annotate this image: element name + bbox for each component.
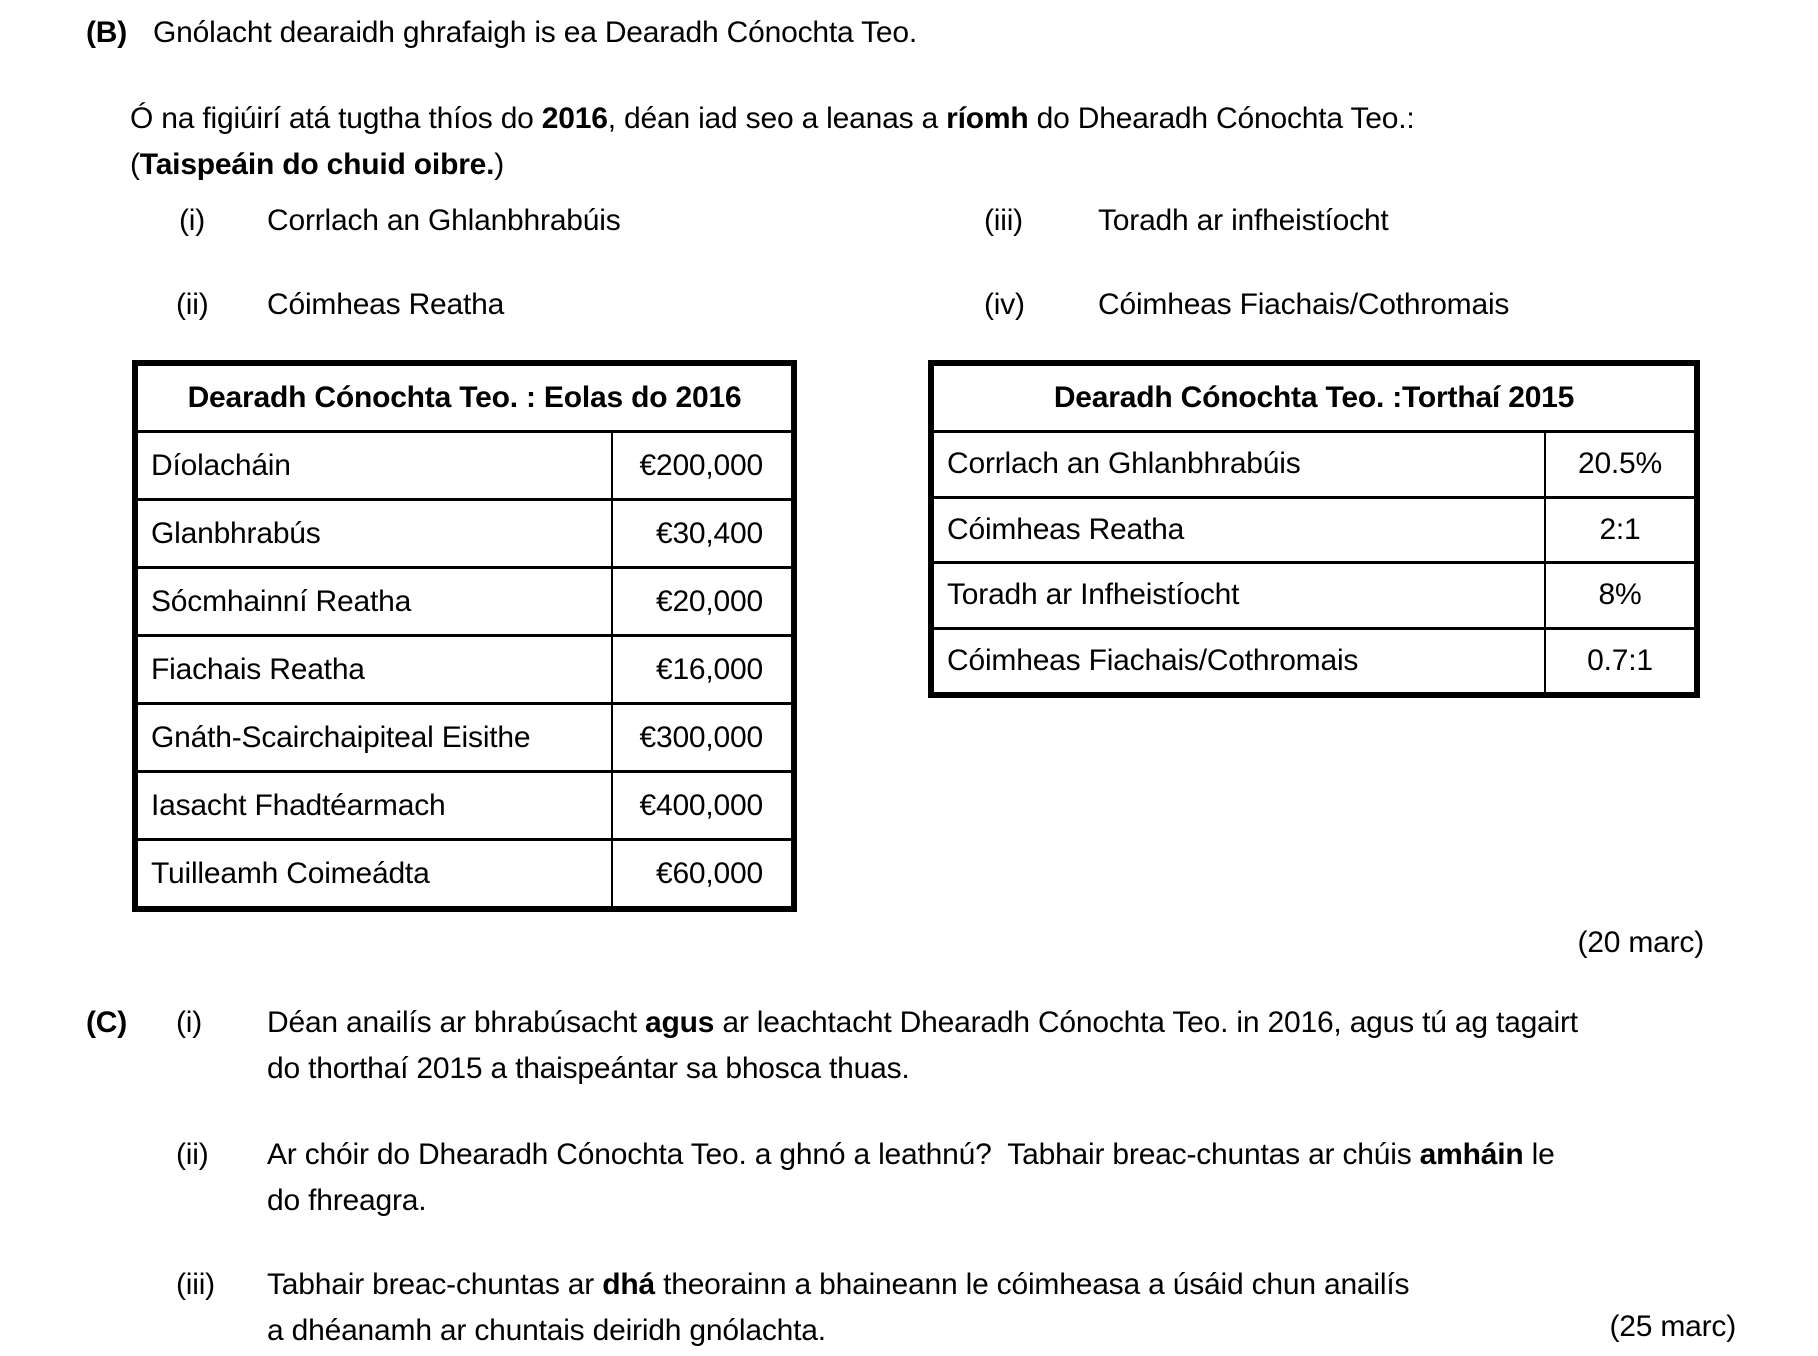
row-value: 8% xyxy=(1544,564,1694,627)
q1-text: ar leachtacht Dhearadh Cónochta Teo. in 2016, agus tú ag tagairt xyxy=(714,1006,1578,1039)
q1-bold-word: agus xyxy=(644,1006,715,1039)
c-q1-line-1 xyxy=(267,1006,1797,1040)
table-torthai-2015 xyxy=(928,360,1700,698)
item-ii-num: (ii) xyxy=(176,288,209,321)
section-c-label: (C) xyxy=(86,1006,128,1039)
row-label: Glanbhrabús xyxy=(151,516,321,550)
c-q3-line-1 xyxy=(267,1268,1797,1302)
item-i-num: (i) xyxy=(179,204,206,237)
c-q3-text xyxy=(267,1268,1797,1348)
table-row xyxy=(934,430,1694,496)
paren-open: ( xyxy=(130,148,140,181)
table-row xyxy=(138,430,791,498)
row-label: Gnáth-Scairchaipiteal Eisithe xyxy=(151,720,531,754)
row-label: Cóimheas Fiachais/Cothromais xyxy=(947,643,1359,677)
q3-text: Tabhair breac-chuntas ar xyxy=(267,1268,603,1301)
table-row xyxy=(138,838,791,906)
c-q2-num: (ii) xyxy=(176,1138,209,1171)
row-value: €16,000 xyxy=(611,637,791,702)
instruction-year-bold: 2016 xyxy=(541,102,608,135)
table-row xyxy=(138,566,791,634)
row-label: Toradh ar Infheistíocht xyxy=(947,578,1240,612)
q2-text: Ar chóir do Dhearadh Cónochta Teo. a ghnó a leathnú? Tabhair breac-chuntas ar chúis xyxy=(267,1138,1420,1171)
table-row xyxy=(138,702,791,770)
paren-close: ) xyxy=(494,148,505,181)
instruction-text: , déan iad seo a leanas a xyxy=(607,102,947,135)
q2-text: le xyxy=(1523,1138,1555,1171)
c-q2-line-1 xyxy=(267,1138,1797,1172)
row-value: 20.5% xyxy=(1544,433,1694,496)
c-q1-line-2: do thorthaí 2015 a thaispeántar sa bhosca thuas. xyxy=(267,1052,910,1085)
q1-text: Déan anailís ar bhrabúsacht xyxy=(267,1006,645,1039)
row-value: 0.7:1 xyxy=(1544,630,1694,693)
q3-bold-word: dhá xyxy=(602,1268,655,1301)
c-q3-line-2: a dhéanamh ar chuntais deiridh gnólachta. xyxy=(267,1314,826,1347)
instruction-paragraph xyxy=(130,102,1690,182)
row-value: €30,400 xyxy=(611,501,791,566)
row-value: €20,000 xyxy=(611,569,791,634)
q2-bold-word: amháin xyxy=(1419,1138,1524,1171)
instruction-text: Ó na figiúirí atá tugtha thíos do xyxy=(130,102,542,135)
row-value: €60,000 xyxy=(611,841,791,906)
instruction-text: do Dhearadh Cónochta Teo.: xyxy=(1028,102,1415,135)
table-eolas-2016-title: Dearadh Cónochta Teo. : Eolas do 2016 xyxy=(187,381,742,414)
table-torthai-2015-title: Dearadh Cónochta Teo. :Torthaí 2015 xyxy=(1053,381,1575,414)
instruction-calc-bold: ríomh xyxy=(946,102,1029,135)
section-b-intro: Gnólacht dearaidh ghrafaigh is ea Dearadh Cónochta Teo. xyxy=(153,16,917,49)
item-i-label: Corrlach an Ghlanbhrabúis xyxy=(267,204,621,237)
section-b-label: (B) xyxy=(86,16,128,49)
c-q2-text xyxy=(267,1138,1797,1218)
table-row xyxy=(138,634,791,702)
row-label: Sócmhainní Reatha xyxy=(151,584,412,618)
row-label: Cóimheas Reatha xyxy=(947,512,1185,546)
c-q1-text xyxy=(267,1006,1797,1086)
item-iii-num: (iii) xyxy=(984,204,1023,237)
row-label: Fiachais Reatha xyxy=(151,652,365,686)
row-label: Díolacháin xyxy=(151,448,291,482)
table-eolas-2016 xyxy=(132,360,797,912)
c-q1-num: (i) xyxy=(176,1006,203,1039)
row-value: 2:1 xyxy=(1544,499,1694,562)
table-row xyxy=(138,498,791,566)
marks-25: (25 marc) xyxy=(1609,1310,1736,1343)
row-value: €200,000 xyxy=(611,433,791,498)
row-label: Tuilleamh Coimeádta xyxy=(151,856,430,890)
instruction-line-2 xyxy=(130,148,1690,182)
row-label: Iasacht Fhadtéarmach xyxy=(151,788,446,822)
item-iv-num: (iv) xyxy=(984,288,1025,321)
table-row xyxy=(934,561,1694,627)
table-row xyxy=(138,770,791,838)
row-value: €300,000 xyxy=(611,705,791,770)
q3-text: theorainn a bhaineann le cóimheasa a úsáid chun anailís xyxy=(654,1268,1410,1301)
row-label: Corrlach an Ghlanbhrabúis xyxy=(947,447,1301,481)
instruction-line-1 xyxy=(130,102,1690,136)
c-q2-line-2: do fhreagra. xyxy=(267,1184,427,1217)
c-q3-num: (iii) xyxy=(176,1268,215,1301)
table-row xyxy=(934,627,1694,693)
item-iii-label: Toradh ar infheistíocht xyxy=(1098,204,1389,237)
show-work-bold: Taispeáin do chuid oibre. xyxy=(139,148,495,181)
row-value: €400,000 xyxy=(611,773,791,838)
table-row xyxy=(934,496,1694,562)
item-ii-label: Cóimheas Reatha xyxy=(267,288,505,321)
item-iv-label: Cóimheas Fiachais/Cothromais xyxy=(1098,288,1510,321)
marks-20: (20 marc) xyxy=(1577,926,1704,959)
